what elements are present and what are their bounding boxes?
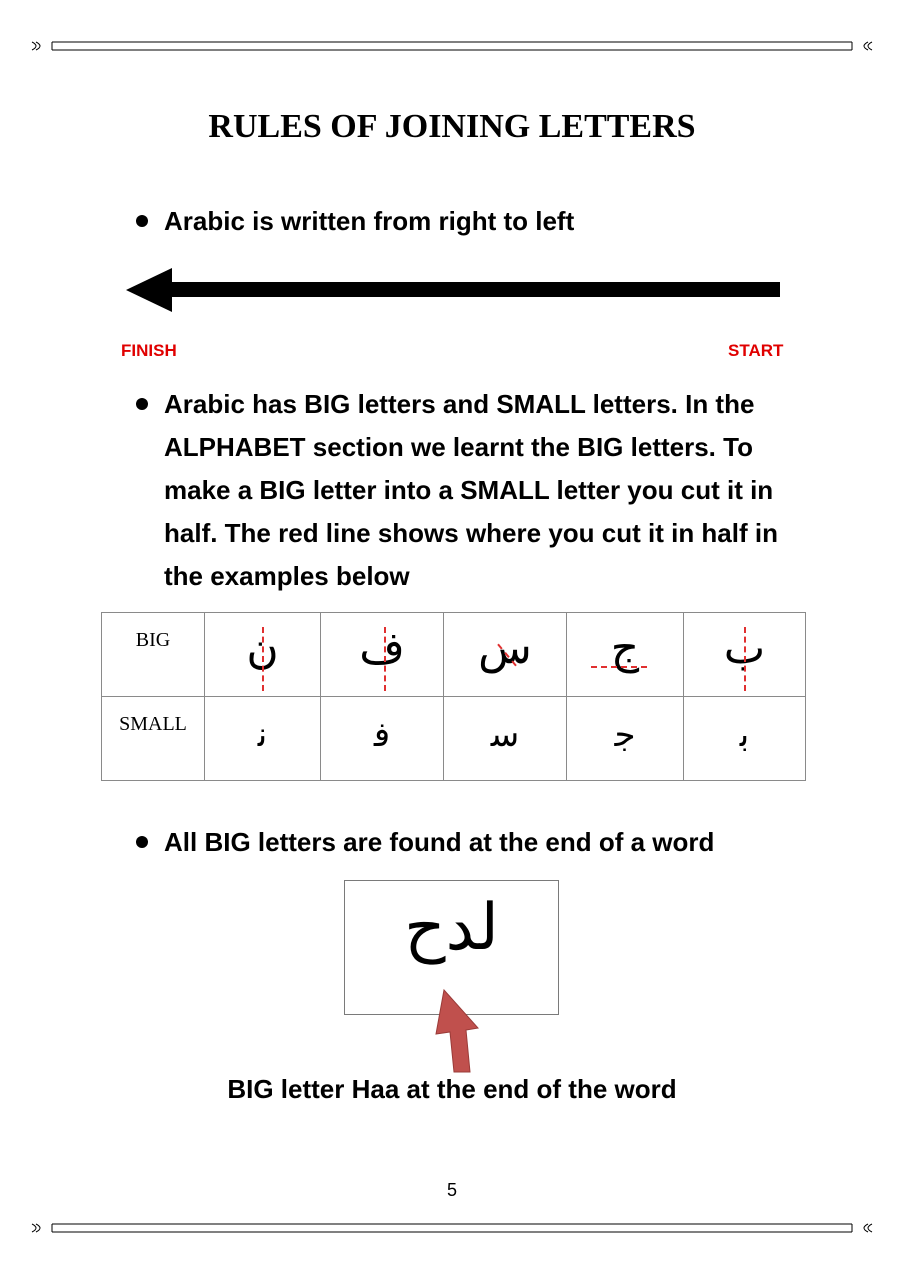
big-letter-baa: ب [723,623,766,674]
cut-line [384,627,386,691]
bullet-right-to-left [136,200,796,243]
example-word: لدح [404,891,499,965]
finish-label: FINISH [121,341,177,360]
small-letter-cell [567,697,684,781]
big-letters-row [102,613,806,697]
big-letter-cell [567,613,684,697]
big-header: BIG [102,613,205,697]
cut-line [591,666,647,668]
small-letter-noon: ﻧ [257,715,268,755]
big-letter-cell [444,613,567,697]
bullet-big-small-letters [136,383,796,598]
small-letter-jeem: ﺟ [614,715,636,755]
bullet-text: Arabic is written from right to left [164,206,575,236]
big-letter-noon: ن [246,623,279,674]
small-letter-cell [444,697,567,781]
big-small-letters-table [101,612,806,781]
small-letter-cell [321,697,444,781]
small-letter-cell [205,697,321,781]
small-letter-cell [684,697,806,781]
big-letter-jeem: ج [610,623,640,674]
small-letter-faa: ﻓ [373,715,391,755]
cut-line [262,627,264,691]
small-letter-seen: ﺳ [490,715,520,755]
bottom-border-scroll [30,1220,874,1236]
bullet-dot-icon [136,215,148,227]
big-letter-cell [684,613,806,697]
big-letter-cell [205,613,321,697]
bullet-dot-icon [136,398,148,410]
big-letter-cell [321,613,444,697]
big-letter-faa: ف [359,623,405,674]
page-number: 5 [446,1180,457,1200]
small-header: SMALL [102,697,205,781]
caption: BIG letter Haa at the end of the word [227,1074,677,1104]
cut-line [744,627,746,691]
bullet-text: Arabic has BIG letters and SMALL letters. In the ALPHABET section we learnt the BIG letters. To make a BIG letter into a SMALL letter you cut it in half. The red line shows where you cut it in half in the examples below [164,389,778,591]
small-letters-row [102,697,806,781]
page-title: RULES OF JOINING LETTERS [208,108,696,145]
top-border-scroll [30,38,874,54]
big-letter-seen: س [478,623,532,674]
up-arrow-icon [432,988,484,1074]
bullet-text: All BIG letters are found at the end of a word [164,827,715,857]
bullet-big-letters-end [136,821,796,864]
small-letter-baa: ﺑ [739,715,750,755]
left-arrow-icon [124,266,784,314]
start-label: START [728,341,784,360]
bullet-dot-icon [136,836,148,848]
